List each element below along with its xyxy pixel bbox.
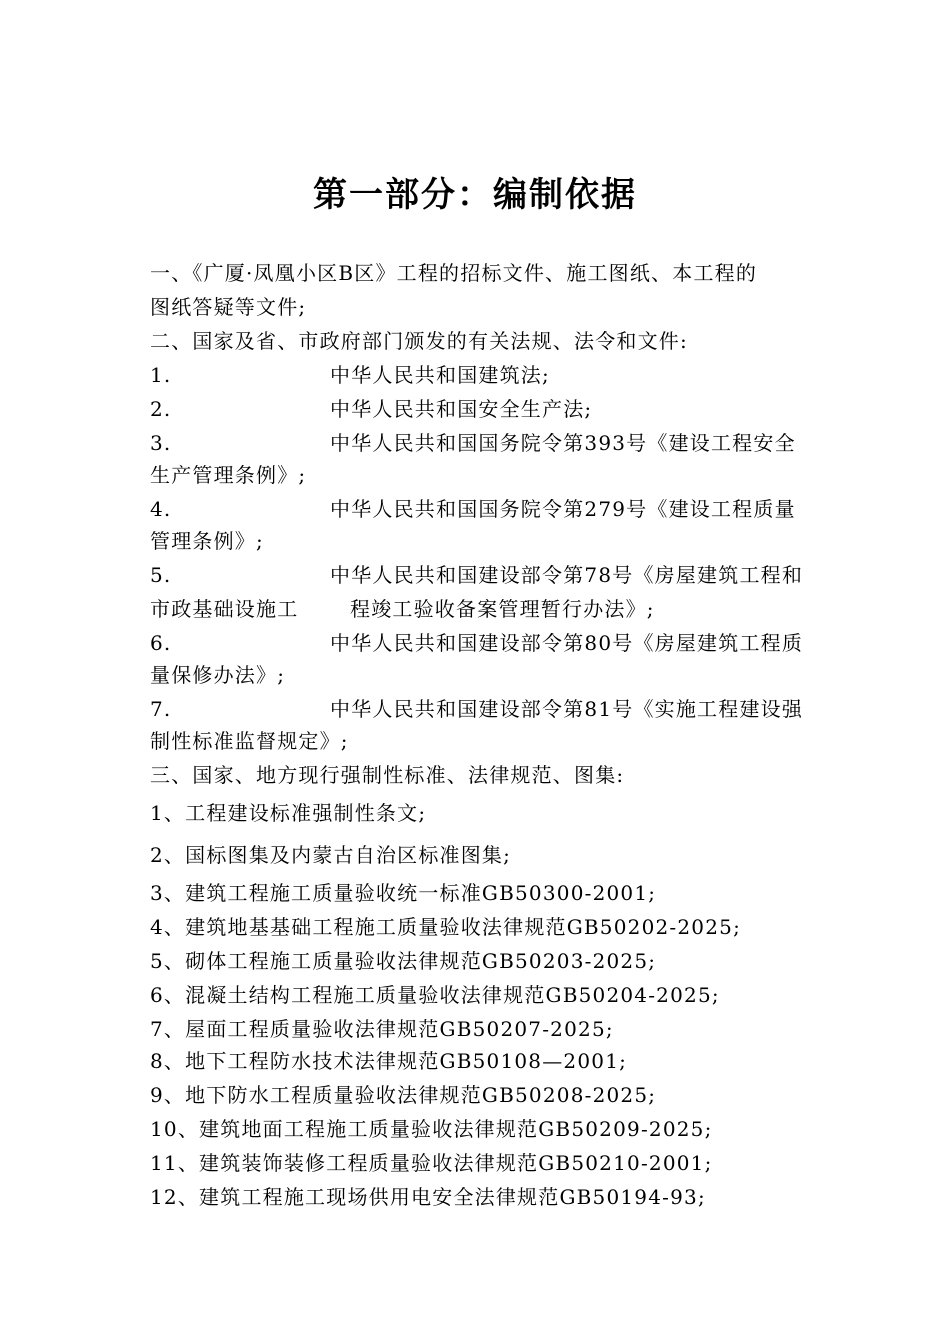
law-number: 6.	[150, 631, 172, 655]
law-continuation: 量保修办法》;	[150, 663, 286, 687]
law-continuation-a: 市政基础设施工	[150, 597, 299, 621]
standard-item: 6、混凝土结构工程施工质量验收法律规范GB50204-2025;	[150, 983, 720, 1007]
law-item	[150, 426, 796, 460]
standard-item: 7、屋面工程质量验收法律规范GB50207-2025;	[150, 1017, 614, 1041]
law-continuation: 生产管理条例》;	[150, 463, 307, 487]
law-text: 中华人民共和国建设部令第81号《实施工程建设强	[330, 697, 804, 721]
law-item	[150, 492, 796, 526]
paragraph-line: 图纸答疑等文件;	[150, 295, 307, 319]
law-continuation: 制性标准监督规定》;	[150, 729, 349, 753]
section-heading: 三、国家、地方现行强制性标准、法律规范、图集:	[150, 763, 625, 787]
standard-item: 1、工程建设标准强制性条文;	[150, 801, 427, 825]
law-number: 5.	[150, 563, 172, 587]
law-number: 4.	[150, 497, 172, 521]
law-text: 中华人民共和国安全生产法;	[330, 397, 593, 421]
law-number: 7.	[150, 697, 172, 721]
law-text: 中华人民共和国建设部令第78号《房屋建筑工程和	[330, 563, 804, 587]
law-number: 1.	[150, 363, 172, 387]
standard-item: 10、建筑地面工程施工质量验收法律规范GB50209-2025;	[150, 1117, 713, 1141]
law-continuation	[150, 592, 655, 626]
standard-item: 9、地下防水工程质量验收法律规范GB50208-2025;	[150, 1083, 657, 1107]
paragraph-line: 二、国家及省、市政府部门颁发的有关法规、法令和文件:	[150, 329, 688, 353]
law-item	[150, 358, 550, 392]
standard-item: 5、砌体工程施工质量验收法律规范GB50203-2025;	[150, 949, 657, 973]
standard-item: 8、地下工程防水技术法律规范GB50108—2001;	[150, 1049, 628, 1073]
law-continuation-b: 程竣工验收备案管理暂行办法》;	[350, 597, 655, 621]
law-continuation: 管理条例》;	[150, 529, 264, 553]
law-text: 中华人民共和国建筑法;	[330, 363, 550, 387]
law-item	[150, 626, 803, 660]
law-text: 中华人民共和国建设部令第80号《房屋建筑工程质	[330, 631, 804, 655]
law-item	[150, 392, 592, 426]
law-text: 中华人民共和国国务院令第279号《建设工程质量	[330, 497, 796, 521]
standard-item: 4、建筑地基基础工程施工质量验收法律规范GB50202-2025;	[150, 915, 742, 939]
standard-item: 12、建筑工程施工现场供用电安全法律规范GB50194-93;	[150, 1185, 706, 1209]
standard-item: 2、国标图集及内蒙古自治区标准图集;	[150, 843, 512, 867]
law-number: 2.	[150, 397, 172, 421]
standard-item: 11、建筑装饰装修工程质量验收法律规范GB50210-2001;	[150, 1151, 713, 1175]
page-title: 第一部分：编制依据	[313, 175, 637, 215]
standard-item: 3、建筑工程施工质量验收统一标准GB50300-2001;	[150, 881, 657, 905]
law-number: 3.	[150, 431, 172, 455]
law-item	[150, 558, 803, 592]
law-text: 中华人民共和国国务院令第393号《建设工程安全	[330, 431, 796, 455]
paragraph-line: 一、《广厦·凤凰小区B区》工程的招标文件、施工图纸、本工程的	[150, 261, 758, 285]
law-item	[150, 692, 803, 726]
